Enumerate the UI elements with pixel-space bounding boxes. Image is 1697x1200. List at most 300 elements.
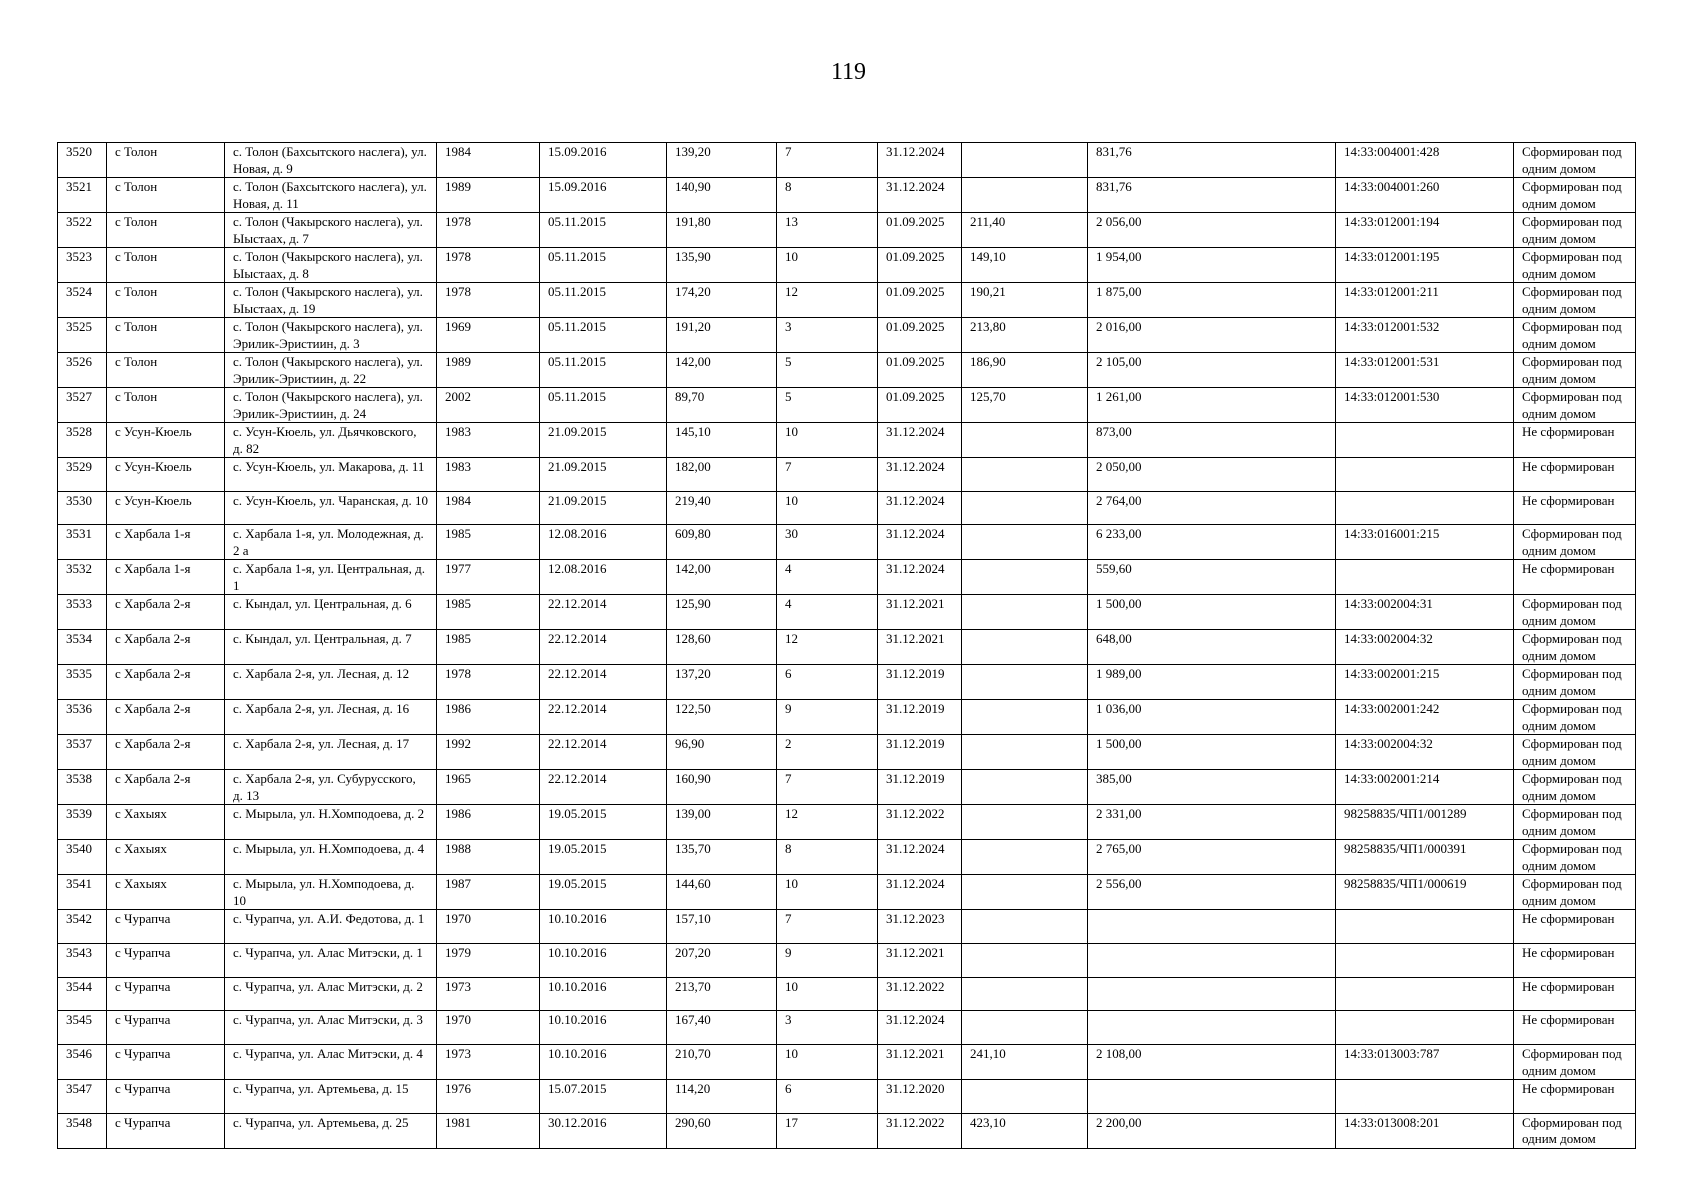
cell-amount: 2 556,00 — [1088, 875, 1336, 910]
cell-count: 9 — [777, 944, 878, 978]
cell-land-status: Сформирован под одним домом — [1514, 178, 1636, 213]
cell-locality: с Толон — [107, 143, 225, 178]
cell-date: 12.08.2016 — [540, 560, 667, 595]
cell-deadline: 31.12.2020 — [878, 1080, 962, 1114]
cell-area-alt — [962, 143, 1088, 178]
cell-row-number: 3525 — [58, 318, 107, 353]
cell-row-number: 3522 — [58, 213, 107, 248]
cell-area: 114,20 — [667, 1080, 777, 1114]
cell-date: 05.11.2015 — [540, 388, 667, 423]
cell-date: 05.11.2015 — [540, 318, 667, 353]
cell-count: 7 — [777, 910, 878, 944]
cell-count: 12 — [777, 805, 878, 840]
cell-cadastral-number: 14:33:004001:428 — [1336, 143, 1514, 178]
cell-area: 290,60 — [667, 1113, 777, 1148]
cell-area: 142,00 — [667, 560, 777, 595]
cell-amount: 2 050,00 — [1088, 458, 1336, 492]
cell-date: 22.12.2014 — [540, 770, 667, 805]
cell-row-number: 3529 — [58, 458, 107, 492]
cell-count: 10 — [777, 977, 878, 1011]
cell-address: с. Мырыла, ул. Н.Хомподоева, д. 2 — [225, 805, 437, 840]
cell-deadline: 31.12.2024 — [878, 560, 962, 595]
cell-land-status: Сформирован под одним домом — [1514, 388, 1636, 423]
cell-amount: 2 764,00 — [1088, 491, 1336, 525]
cell-row-number: 3526 — [58, 353, 107, 388]
table-row — [58, 248, 1636, 283]
cell-build-year: 1983 — [437, 423, 540, 458]
cell-count: 13 — [777, 213, 878, 248]
cell-count: 5 — [777, 353, 878, 388]
cell-area-alt — [962, 423, 1088, 458]
cell-land-status: Не сформирован — [1514, 560, 1636, 595]
cell-date: 21.09.2015 — [540, 458, 667, 492]
cell-area-alt — [962, 630, 1088, 665]
cell-address: с. Толон (Чакырского наслега), ул. Эрилик-Эристиин, д. 22 — [225, 353, 437, 388]
cell-land-status: Сформирован под одним домом — [1514, 700, 1636, 735]
cell-area: 174,20 — [667, 283, 777, 318]
cell-date: 05.11.2015 — [540, 283, 667, 318]
cell-area: 213,70 — [667, 977, 777, 1011]
table-row — [58, 1011, 1636, 1045]
cell-date: 10.10.2016 — [540, 944, 667, 978]
cell-land-status: Сформирован под одним домом — [1514, 770, 1636, 805]
cell-area: 160,90 — [667, 770, 777, 805]
table-row — [58, 875, 1636, 910]
cell-address: с. Чурапча, ул. Алас Митэски, д. 2 — [225, 977, 437, 1011]
cell-locality: с Толон — [107, 283, 225, 318]
cell-locality: с Чурапча — [107, 910, 225, 944]
cell-build-year: 1988 — [437, 840, 540, 875]
cell-area: 139,20 — [667, 143, 777, 178]
table-row — [58, 388, 1636, 423]
cell-address: с. Толон (Чакырского наслега), ул. Ыыстаах, д. 19 — [225, 283, 437, 318]
cell-date: 15.07.2015 — [540, 1080, 667, 1114]
cell-amount: 2 200,00 — [1088, 1113, 1336, 1148]
cell-date: 30.12.2016 — [540, 1113, 667, 1148]
cell-deadline: 31.12.2024 — [878, 840, 962, 875]
cell-build-year: 1985 — [437, 525, 540, 560]
table-row — [58, 944, 1636, 978]
cell-address: с. Чурапча, ул. Артемьева, д. 15 — [225, 1080, 437, 1114]
cell-cadastral-number — [1336, 560, 1514, 595]
cell-deadline: 31.12.2024 — [878, 875, 962, 910]
cell-amount: 831,76 — [1088, 143, 1336, 178]
cell-area: 191,80 — [667, 213, 777, 248]
cell-amount: 831,76 — [1088, 178, 1336, 213]
cell-locality: с Чурапча — [107, 1011, 225, 1045]
cell-build-year: 1984 — [437, 491, 540, 525]
cell-build-year: 1978 — [437, 665, 540, 700]
cell-count: 7 — [777, 458, 878, 492]
cell-count: 10 — [777, 1045, 878, 1080]
cell-row-number: 3536 — [58, 700, 107, 735]
cell-amount: 2 105,00 — [1088, 353, 1336, 388]
cell-date: 10.10.2016 — [540, 1045, 667, 1080]
cell-locality: с Толон — [107, 318, 225, 353]
cell-count: 10 — [777, 875, 878, 910]
cell-amount — [1088, 944, 1336, 978]
cell-amount — [1088, 1080, 1336, 1114]
cell-deadline: 31.12.2019 — [878, 700, 962, 735]
cell-area-alt: 190,21 — [962, 283, 1088, 318]
cell-land-status: Не сформирован — [1514, 1011, 1636, 1045]
cell-amount: 873,00 — [1088, 423, 1336, 458]
cell-date: 12.08.2016 — [540, 525, 667, 560]
cell-locality: с Харбала 2-я — [107, 630, 225, 665]
cell-area-alt: 423,10 — [962, 1113, 1088, 1148]
cell-land-status: Не сформирован — [1514, 458, 1636, 492]
cell-cadastral-number: 98258835/ЧП1/001289 — [1336, 805, 1514, 840]
table-row — [58, 700, 1636, 735]
cell-area-alt — [962, 875, 1088, 910]
cell-row-number: 3547 — [58, 1080, 107, 1114]
cell-land-status: Не сформирован — [1514, 977, 1636, 1011]
table-row — [58, 525, 1636, 560]
cell-build-year: 1992 — [437, 735, 540, 770]
cell-area-alt — [962, 458, 1088, 492]
cell-area: 191,20 — [667, 318, 777, 353]
cell-row-number: 3520 — [58, 143, 107, 178]
cell-build-year: 1973 — [437, 1045, 540, 1080]
cell-land-status: Сформирован под одним домом — [1514, 735, 1636, 770]
cell-amount: 2 331,00 — [1088, 805, 1336, 840]
cell-cadastral-number: 14:33:012001:530 — [1336, 388, 1514, 423]
cell-build-year: 1979 — [437, 944, 540, 978]
cell-build-year: 1977 — [437, 560, 540, 595]
cell-locality: с Харбала 2-я — [107, 595, 225, 630]
cell-area: 210,70 — [667, 1045, 777, 1080]
page-number: 119 — [830, 59, 867, 85]
cell-count: 5 — [777, 388, 878, 423]
cell-row-number: 3543 — [58, 944, 107, 978]
table-row — [58, 805, 1636, 840]
cell-locality: с Чурапча — [107, 1080, 225, 1114]
cell-area-alt — [962, 805, 1088, 840]
cell-area-alt — [962, 840, 1088, 875]
table-row — [58, 665, 1636, 700]
cell-address: с. Чурапча, ул. Алас Митэски, д. 1 — [225, 944, 437, 978]
cell-amount: 6 233,00 — [1088, 525, 1336, 560]
cell-deadline: 31.12.2022 — [878, 977, 962, 1011]
cell-date: 21.09.2015 — [540, 491, 667, 525]
cell-cadastral-number — [1336, 944, 1514, 978]
cell-build-year: 1986 — [437, 805, 540, 840]
cell-build-year: 1978 — [437, 213, 540, 248]
table-row — [58, 977, 1636, 1011]
cell-row-number: 3545 — [58, 1011, 107, 1045]
cell-area-alt — [962, 560, 1088, 595]
cell-area-alt — [962, 665, 1088, 700]
cell-land-status: Не сформирован — [1514, 944, 1636, 978]
cell-area-alt — [962, 1011, 1088, 1045]
cell-land-status: Сформирован под одним домом — [1514, 875, 1636, 910]
table-row — [58, 595, 1636, 630]
cell-cadastral-number: 14:33:002001:242 — [1336, 700, 1514, 735]
cell-area-alt — [962, 525, 1088, 560]
cell-deadline: 31.12.2021 — [878, 1045, 962, 1080]
cell-amount: 1 989,00 — [1088, 665, 1336, 700]
cell-area: 125,90 — [667, 595, 777, 630]
cell-deadline: 01.09.2025 — [878, 248, 962, 283]
cell-date: 10.10.2016 — [540, 1011, 667, 1045]
cell-date: 05.11.2015 — [540, 213, 667, 248]
cell-area: 157,10 — [667, 910, 777, 944]
cell-date: 05.11.2015 — [540, 248, 667, 283]
cell-deadline: 31.12.2024 — [878, 458, 962, 492]
cell-locality: с Усун-Кюель — [107, 491, 225, 525]
cell-land-status: Сформирован под одним домом — [1514, 318, 1636, 353]
cell-locality: с Чурапча — [107, 1045, 225, 1080]
cell-date: 22.12.2014 — [540, 630, 667, 665]
cell-count: 6 — [777, 1080, 878, 1114]
cell-area: 137,20 — [667, 665, 777, 700]
cell-address: с. Харбала 2-я, ул. Лесная, д. 16 — [225, 700, 437, 735]
cell-count: 2 — [777, 735, 878, 770]
cell-land-status: Сформирован под одним домом — [1514, 1113, 1636, 1148]
cell-date: 05.11.2015 — [540, 353, 667, 388]
cell-build-year: 1981 — [437, 1113, 540, 1148]
cell-land-status: Сформирован под одним домом — [1514, 595, 1636, 630]
cell-amount — [1088, 1011, 1336, 1045]
cell-amount: 2 765,00 — [1088, 840, 1336, 875]
cell-address: с. Чурапча, ул. А.И. Федотова, д. 1 — [225, 910, 437, 944]
cell-area: 207,20 — [667, 944, 777, 978]
cell-date: 19.05.2015 — [540, 805, 667, 840]
cell-cadastral-number: 14:33:002004:32 — [1336, 735, 1514, 770]
cell-count: 4 — [777, 595, 878, 630]
cell-build-year: 1970 — [437, 1011, 540, 1045]
cell-build-year: 1987 — [437, 875, 540, 910]
cell-deadline: 01.09.2025 — [878, 388, 962, 423]
cell-area: 219,40 — [667, 491, 777, 525]
cell-land-status: Сформирован под одним домом — [1514, 1045, 1636, 1080]
cell-deadline: 31.12.2022 — [878, 1113, 962, 1148]
table-row — [58, 213, 1636, 248]
cell-address: с. Харбала 2-я, ул. Лесная, д. 17 — [225, 735, 437, 770]
cell-area-alt: 213,80 — [962, 318, 1088, 353]
cell-build-year: 1985 — [437, 595, 540, 630]
table-row — [58, 630, 1636, 665]
cell-area: 135,70 — [667, 840, 777, 875]
cell-cadastral-number — [1336, 977, 1514, 1011]
cell-address: с. Толон (Бахсытского наслега), ул. Новая, д. 11 — [225, 178, 437, 213]
cell-amount: 648,00 — [1088, 630, 1336, 665]
cell-deadline: 31.12.2019 — [878, 770, 962, 805]
cell-area-alt — [962, 178, 1088, 213]
table-row — [58, 353, 1636, 388]
table-body — [58, 143, 1636, 1149]
cell-amount: 2 108,00 — [1088, 1045, 1336, 1080]
cell-land-status: Сформирован под одним домом — [1514, 665, 1636, 700]
table-row — [58, 143, 1636, 178]
cell-land-status: Сформирован под одним домом — [1514, 248, 1636, 283]
cell-address: с. Кындал, ул. Центральная, д. 7 — [225, 630, 437, 665]
cell-address: с. Мырыла, ул. Н.Хомподоева, д. 10 — [225, 875, 437, 910]
cell-build-year: 1978 — [437, 248, 540, 283]
cell-area: 96,90 — [667, 735, 777, 770]
cell-build-year: 1973 — [437, 977, 540, 1011]
cell-cadastral-number: 14:33:012001:194 — [1336, 213, 1514, 248]
cell-area-alt: 241,10 — [962, 1045, 1088, 1080]
table-row — [58, 283, 1636, 318]
cell-deadline: 31.12.2023 — [878, 910, 962, 944]
cell-cadastral-number: 14:33:002001:214 — [1336, 770, 1514, 805]
cell-deadline: 31.12.2019 — [878, 665, 962, 700]
cell-deadline: 31.12.2021 — [878, 944, 962, 978]
cell-locality: с Харбала 1-я — [107, 560, 225, 595]
housing-registry-table — [57, 142, 1636, 1149]
cell-address: с. Харбала 1-я, ул. Молодежная, д. 2 а — [225, 525, 437, 560]
cell-build-year: 1983 — [437, 458, 540, 492]
cell-cadastral-number — [1336, 458, 1514, 492]
cell-cadastral-number: 98258835/ЧП1/000391 — [1336, 840, 1514, 875]
cell-row-number: 3546 — [58, 1045, 107, 1080]
cell-count: 12 — [777, 283, 878, 318]
cell-build-year: 1965 — [437, 770, 540, 805]
cell-date: 22.12.2014 — [540, 700, 667, 735]
cell-area-alt: 186,90 — [962, 353, 1088, 388]
cell-address: с. Усун-Кюель, ул. Чаранская, д. 10 — [225, 491, 437, 525]
cell-area: 142,00 — [667, 353, 777, 388]
cell-locality: с Чурапча — [107, 944, 225, 978]
cell-row-number: 3527 — [58, 388, 107, 423]
cell-area-alt — [962, 1080, 1088, 1114]
cell-address: с. Толон (Чакырского наслега), ул. Эрилик-Эристиин, д. 24 — [225, 388, 437, 423]
cell-area: 135,90 — [667, 248, 777, 283]
cell-area-alt — [962, 700, 1088, 735]
cell-deadline: 31.12.2021 — [878, 595, 962, 630]
cell-address: с. Харбала 1-я, ул. Центральная, д. 1 — [225, 560, 437, 595]
cell-build-year: 1984 — [437, 143, 540, 178]
cell-area: 145,10 — [667, 423, 777, 458]
cell-land-status: Не сформирован — [1514, 910, 1636, 944]
cell-amount: 1 261,00 — [1088, 388, 1336, 423]
cell-cadastral-number — [1336, 910, 1514, 944]
cell-date: 19.05.2015 — [540, 875, 667, 910]
cell-row-number: 3544 — [58, 977, 107, 1011]
cell-locality: с Хахыях — [107, 805, 225, 840]
cell-amount: 559,60 — [1088, 560, 1336, 595]
cell-locality: с Чурапча — [107, 1113, 225, 1148]
table-row — [58, 560, 1636, 595]
cell-deadline: 31.12.2019 — [878, 735, 962, 770]
cell-amount: 2 056,00 — [1088, 213, 1336, 248]
cell-locality: с Толон — [107, 213, 225, 248]
cell-count: 7 — [777, 143, 878, 178]
cell-land-status: Сформирован под одним домом — [1514, 213, 1636, 248]
cell-land-status: Не сформирован — [1514, 1080, 1636, 1114]
cell-cadastral-number: 14:33:012001:532 — [1336, 318, 1514, 353]
cell-count: 3 — [777, 318, 878, 353]
cell-locality: с Толон — [107, 388, 225, 423]
cell-date: 10.10.2016 — [540, 977, 667, 1011]
cell-date: 10.10.2016 — [540, 910, 667, 944]
cell-area: 167,40 — [667, 1011, 777, 1045]
cell-cadastral-number: 14:33:004001:260 — [1336, 178, 1514, 213]
cell-count: 10 — [777, 248, 878, 283]
cell-locality: с Харбала 2-я — [107, 700, 225, 735]
cell-land-status: Не сформирован — [1514, 423, 1636, 458]
cell-deadline: 31.12.2024 — [878, 525, 962, 560]
cell-row-number: 3523 — [58, 248, 107, 283]
cell-date: 22.12.2014 — [540, 665, 667, 700]
cell-cadastral-number: 98258835/ЧП1/000619 — [1336, 875, 1514, 910]
cell-land-status: Не сформирован — [1514, 491, 1636, 525]
cell-deadline: 31.12.2024 — [878, 491, 962, 525]
cell-deadline: 31.12.2024 — [878, 423, 962, 458]
cell-row-number: 3531 — [58, 525, 107, 560]
cell-date: 19.05.2015 — [540, 840, 667, 875]
table-row — [58, 1045, 1636, 1080]
cell-area-alt — [962, 944, 1088, 978]
cell-count: 10 — [777, 491, 878, 525]
cell-locality: с Толон — [107, 248, 225, 283]
cell-build-year: 1976 — [437, 1080, 540, 1114]
cell-area-alt — [962, 977, 1088, 1011]
cell-locality: с Харбала 2-я — [107, 770, 225, 805]
cell-locality: с Чурапча — [107, 977, 225, 1011]
cell-deadline: 31.12.2024 — [878, 143, 962, 178]
cell-amount: 385,00 — [1088, 770, 1336, 805]
cell-build-year: 1989 — [437, 353, 540, 388]
cell-count: 8 — [777, 840, 878, 875]
cell-area-alt: 211,40 — [962, 213, 1088, 248]
table-row — [58, 318, 1636, 353]
cell-address: с. Толон (Чакырского наслега), ул. Ыыстаах, д. 8 — [225, 248, 437, 283]
cell-address: с. Харбала 2-я, ул. Лесная, д. 12 — [225, 665, 437, 700]
cell-row-number: 3530 — [58, 491, 107, 525]
cell-deadline: 01.09.2025 — [878, 283, 962, 318]
cell-address: с. Толон (Чакырского наслега), ул. Ыыстаах, д. 7 — [225, 213, 437, 248]
cell-area: 144,60 — [667, 875, 777, 910]
cell-row-number: 3535 — [58, 665, 107, 700]
cell-locality: с Харбала 2-я — [107, 735, 225, 770]
cell-locality: с Толон — [107, 178, 225, 213]
cell-cadastral-number: 14:33:002001:215 — [1336, 665, 1514, 700]
cell-cadastral-number — [1336, 1011, 1514, 1045]
cell-area-alt: 125,70 — [962, 388, 1088, 423]
cell-area: 128,60 — [667, 630, 777, 665]
cell-row-number: 3528 — [58, 423, 107, 458]
cell-row-number: 3541 — [58, 875, 107, 910]
table-row — [58, 423, 1636, 458]
cell-row-number: 3548 — [58, 1113, 107, 1148]
cell-land-status: Сформирован под одним домом — [1514, 283, 1636, 318]
cell-date: 22.12.2014 — [540, 595, 667, 630]
cell-amount: 1 875,00 — [1088, 283, 1336, 318]
cell-count: 4 — [777, 560, 878, 595]
cell-address: с. Усун-Кюель, ул. Макарова, д. 11 — [225, 458, 437, 492]
cell-count: 6 — [777, 665, 878, 700]
cell-build-year: 1969 — [437, 318, 540, 353]
cell-row-number: 3521 — [58, 178, 107, 213]
cell-area: 122,50 — [667, 700, 777, 735]
cell-land-status: Сформирован под одним домом — [1514, 525, 1636, 560]
cell-cadastral-number: 14:33:016001:215 — [1336, 525, 1514, 560]
cell-amount — [1088, 910, 1336, 944]
cell-amount: 2 016,00 — [1088, 318, 1336, 353]
cell-deadline: 01.09.2025 — [878, 318, 962, 353]
cell-area-alt — [962, 735, 1088, 770]
table-row — [58, 1080, 1636, 1114]
cell-land-status: Сформирован под одним домом — [1514, 805, 1636, 840]
cell-land-status: Сформирован под одним домом — [1514, 840, 1636, 875]
cell-locality: с Харбала 2-я — [107, 665, 225, 700]
cell-locality: с Усун-Кюель — [107, 458, 225, 492]
cell-amount: 1 500,00 — [1088, 735, 1336, 770]
cell-build-year: 1985 — [437, 630, 540, 665]
cell-area-alt: 149,10 — [962, 248, 1088, 283]
